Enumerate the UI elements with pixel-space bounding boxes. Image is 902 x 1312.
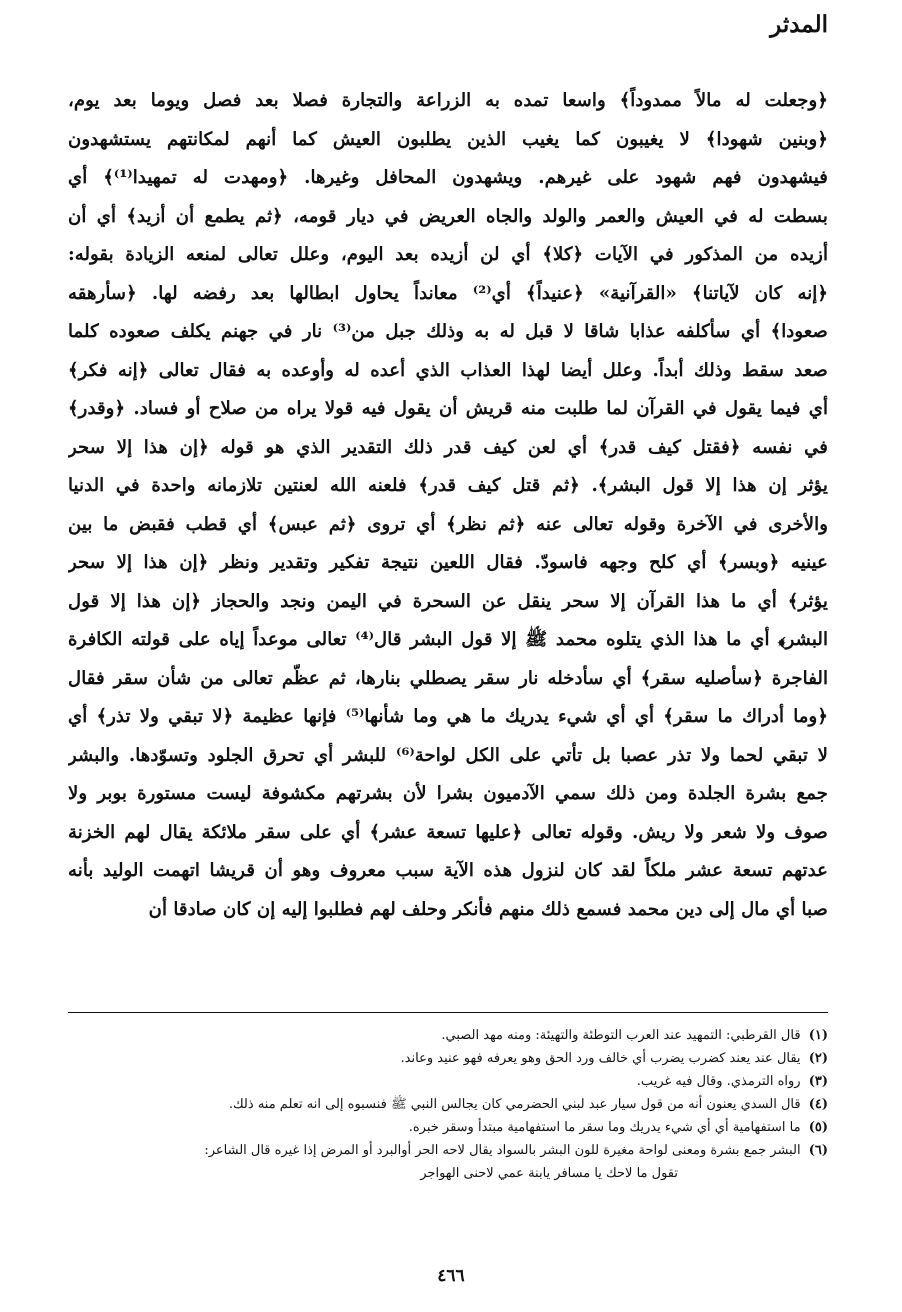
text-line: جمع بشرة الجلدة ومن ذلك سمي الآدميون بشرا لأن بشرتهم مكشوفة ليست مستورة بوبر ولا <box>68 783 828 804</box>
text-line: فيشهدون فهم شهود على غيرهم. ويشهدون المحافل وغيرها. ﴿ومهدت له تمهيدا⁽¹⁾﴾ أي <box>68 167 828 188</box>
footnote-number: (٢) <box>808 1051 828 1066</box>
text-line: صعودا﴾ أي سأكلفه عذابا شاقا لا قبل له به وذلك جبل من⁽³⁾ نار في جهنم يكلف صعوده كلما <box>68 321 828 342</box>
footnote-divider <box>68 1012 828 1013</box>
footnote-text: قال القرطبي: التمهيد عند العرب التوطئة والتهيئة: ومنه مهد الصبي. <box>441 1028 801 1043</box>
text-line: الفاجرة ﴿سأصليه سقر﴾ أي سأدخله نار سقر يصطلي بنارها، ثم عظّم تعالى من شأن سقر فقال <box>68 667 828 689</box>
text-line: عينيه ﴿وبسر﴾ أي كلح وجهه فاسودّ. فقال اللعين نتيجة تفكير وتقدير ونظر ﴿إن هذا إلا سحر <box>68 552 828 573</box>
text-line: البشر﴾ أي ما هذا الذي يتلوه محمد ﷺ إلا قول البشر قال⁽⁴⁾ تعالى موعداً إياه على قولته الكافرة <box>68 629 828 650</box>
text-line: ﴿إنه كان لآياتنا﴾ «القرآنية» ﴿عنيداً﴾ أي⁽²⁾ معانداً يحاول ابطالها بعد رفضه لها. ﴿سأرهقه <box>68 282 828 304</box>
text-line: صعد سقط وذلك أبداً. وعلل أيضا لهذا العذاب الذي أعده له وأوعده به فقال تعالى ﴿إنه فكر﴾ <box>68 359 828 381</box>
text-line: عدتهم تسعة عشر ملكاً لقد كان لنزول هذه الآية سبب معروف وهو أن قريشا اتهمت الوليد بأنه <box>68 860 828 881</box>
main-text <box>68 82 828 929</box>
footnote <box>68 1093 828 1116</box>
footnote-text: البشر جمع بشرة ومعنى لواحة مغيرة للون البشر بالسواد يقال لاحه الحر أوالبرد أو المرض إذا غيره قال الشاعر: <box>204 1143 801 1158</box>
footnote-number: (٣) <box>808 1074 828 1089</box>
page-number: ٤٦٦ <box>437 1266 465 1286</box>
footnote-text: رواه الترمذي. وقال فيه غريب. <box>636 1074 801 1089</box>
footnote-text: يقال عند يعند كضرب يضرب أي خالف ورد الحق وهو يعرفه فهو عنيد وعاند. <box>400 1051 801 1066</box>
text-line: ﴿وما أدراك ما سقر﴾ أي أي شيء يدريك ما هي وما شأنها⁽⁵⁾ فإنها عظيمة ﴿لا تبقي ولا تذر﴾ أي <box>68 706 828 727</box>
text-line: صوف ولا شعر ولا ريش. وقوله تعالى ﴿عليها تسعة عشر﴾ أي على سقر ملائكة يقال لهم الخزنة <box>68 821 828 843</box>
footnote-text: ما استفهامية أي أي شيء يدريك وما سقر ما استفهامية مبتدأ وسقر خبره. <box>408 1120 801 1135</box>
footnote-number: (٥) <box>808 1120 828 1135</box>
text-line: لا تبقي لحما ولا تذر عصبا بل تأتي على الكل لواحة⁽⁶⁾ للبشر أي تحرق الجلود وتسوّدها. والبشر <box>68 744 828 766</box>
text-line: والأخرى في الآخرة وقوله تعالى عنه ﴿ثم نظر﴾ أي تروى ﴿ثم عبس﴾ أي قطب فقبض ما بين <box>68 513 828 535</box>
footnote-verse: تقول ما لاحك يا مسافر يابنة عمي لاحنى الهواجر <box>420 1166 678 1181</box>
text-line: في نفسه ﴿فقتل كيف قدر﴾ أي لعن كيف قدر ذلك التقدير الذي هو قوله ﴿إن هذا إلا سحر <box>68 436 828 458</box>
footnote-text: قال السدي يعنون أنه من قول سيار عبد لبني الحضرمي كان يجالس النبي ﷺ فنسبوه إلى انه تعلم منه ذلك. <box>228 1097 801 1112</box>
text-line: يؤثر﴾ أي ما هذا القرآن إلا سحر ينقل عن السحرة في اليمن ونجد والحجاز ﴿إن هذا إلا قول <box>68 590 828 612</box>
footnote <box>68 1139 828 1162</box>
text-line: أزيده من المذكور في الآيات ﴿كلا﴾ أي لن أزيده بعد اليوم، وعلل تعالى لمنعه الزيادة بقوله: <box>68 244 828 265</box>
text-line: بسطت له في العيش والعمر والولد والجاه العريض في ديار قومه، ﴿ثم يطمع أن أزيد﴾ أي أن <box>68 205 828 227</box>
text-line: يؤثر إن هذا إلا قول البشر﴾. ﴿ثم قتل كيف قدر﴾ فلعنه الله لعنتين تلازمانه واحدة في الدنيا <box>68 475 828 496</box>
text-line: أي فيما يقول في القرآن لما طلبت منه قريش أن يقول فيه قولا يراه من صلاح أو فساد. ﴿وقدر﴾ <box>68 398 828 419</box>
footnotes <box>68 1024 828 1185</box>
footnote-number: (٦) <box>808 1143 828 1158</box>
text-line: ﴿وجعلت له مالاً ممدوداً﴾ واسعا تمده به الزراعة والتجارة فصلا بعد فصل ويوما بعد يوم، <box>68 90 828 111</box>
footnote <box>68 1116 828 1139</box>
footnote <box>68 1024 828 1047</box>
text-line: صبا أي مال إلى دين محمد فسمع ذلك منهم فأنكر وحلف لهم فطلبوا إليه إن كان صادقا أن <box>148 898 828 920</box>
text-line: ﴿وبنين شهودا﴾ لا يغيبون كما يغيب الذين يطلبون العيش كما أنهم لمكانتهم يستشهدون <box>68 128 828 150</box>
footnote-number: (١) <box>808 1028 828 1043</box>
footnote <box>68 1070 828 1093</box>
running-title: المدثر <box>770 11 828 38</box>
footnote <box>68 1047 828 1070</box>
footnote-number: (٤) <box>808 1097 828 1112</box>
